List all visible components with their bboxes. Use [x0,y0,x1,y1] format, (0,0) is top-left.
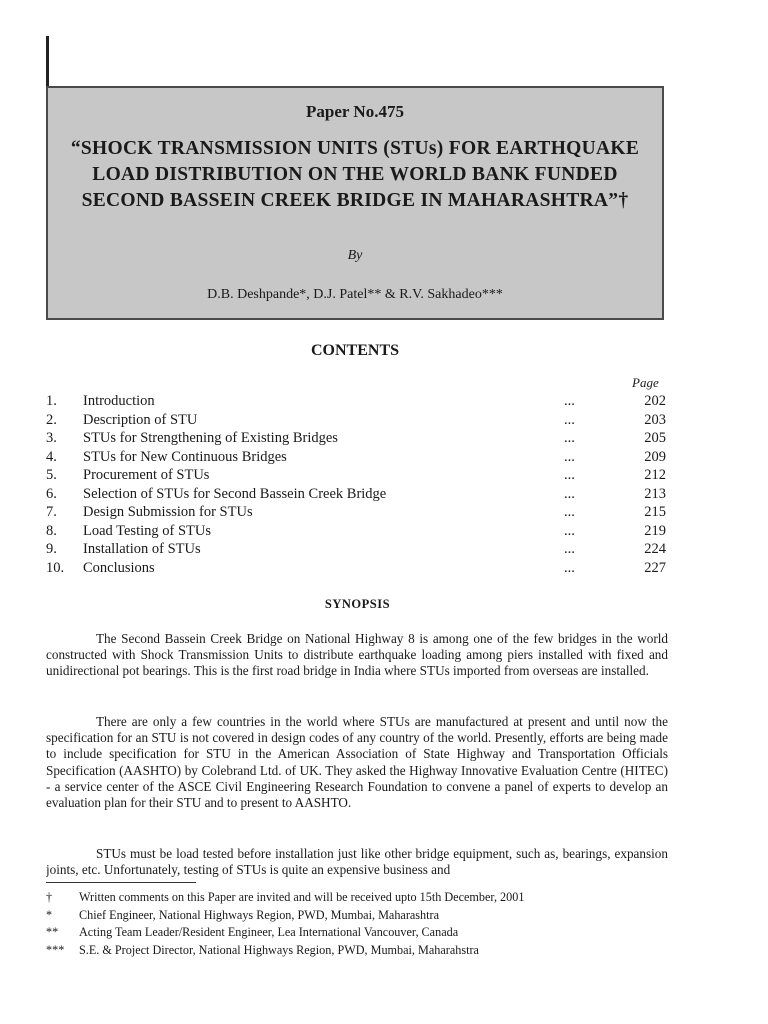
toc-page: 219 [644,522,666,539]
toc-number: 7. [46,504,57,520]
footnote-mark: * [46,907,53,922]
toc-row [46,467,666,486]
paper-title: “SHOCK TRANSMISSION UNITS (STUs) FOR EARTHQUAKE LOAD DISTRIBUTION ON THE WORLD BANK FUNDED SECOND BASSEIN CREEK BRIDGE IN MAHARASHTRA”† [70,138,640,211]
toc-leader: ... [564,430,575,446]
footnote-mark: † [46,890,53,904]
contents-heading: CONTENTS [310,342,400,359]
footnote [46,942,686,960]
toc-title: Load Testing of STUs [83,522,212,539]
toc-row [46,430,666,449]
toc-leader: ... [564,393,575,409]
toc-page: 205 [644,430,666,446]
toc-leader: ... [564,467,575,483]
toc-number: 10. [46,559,65,576]
toc-number: 3. [46,430,57,446]
toc-page: 224 [644,541,666,557]
toc-page: 202 [644,393,666,409]
footnote-text: Acting Team Leader/Resident Engineer, Lea International Vancouver, Canada [79,925,459,939]
toc-leader: ... [564,448,575,465]
toc-row [46,560,666,579]
toc-number: 6. [46,485,57,502]
toc-title: STUs for Strengthening of Existing Bridges [83,430,338,446]
footnote [46,924,686,942]
toc-title: Procurement of STUs [83,467,210,483]
toc-title: Description of STU [83,411,198,428]
toc-page: 209 [644,448,666,465]
toc-title: Design Submission for STUs [83,504,253,520]
synopsis-paragraph-1: The Second Bassein Creek Bridge on National Highway 8 is among one of the few bridges in the world constructed with Shock Transmission Units to distribute earthquake loading among piers installed with fixed and unidirectional pot bearings. This is the first road bridge in India where STUs imported from overseas are installed. [46,631,668,679]
footnote-text: Written comments on this Paper are invited and will be received upto 15th December, 2001 [79,890,525,904]
toc-row [46,486,666,505]
footnote [46,907,686,925]
toc-page: 227 [644,559,666,576]
toc-row [46,541,666,560]
toc-leader: ... [564,559,575,576]
footnote-mark: *** [46,942,65,957]
toc-leader: ... [564,522,575,539]
toc-page: 213 [644,485,666,502]
footnote-mark: ** [46,925,59,939]
toc-page: 203 [644,411,666,428]
toc-row [46,504,666,523]
toc-number: 2. [46,411,57,428]
toc-number: 4. [46,448,57,465]
authors: D.B. Deshpande*, D.J. Patel** & R.V. Sakhadeo*** [207,287,503,302]
toc-row [46,412,666,431]
paper-number: Paper No.475 [306,102,404,121]
page-column-label: Page [632,375,659,390]
toc-title: STUs for New Continuous Bridges [83,448,287,465]
toc-row [46,393,666,412]
toc-row [46,449,666,468]
title-box [46,86,664,320]
table-of-contents [46,393,666,578]
toc-number: 8. [46,522,57,539]
synopsis-paragraph-2: There are only a few countries in the world where STUs are manufactured at present and until now the specification for an STU is not covered in design codes of any country of the world. Presently, efforts are being made to include specification for STU in the American Association of State Highway and Transportation Officials Specification (AASHTO) by Colebrand Ltd. of UK. They asked the Highway Innovative Evaluation Centre (HITEC) - a service center of the ASCE Civil Engineering Research Foundation to convene a panel of experts to develop an evaluation plan for their STU and to present to AASHTO. [46,714,668,811]
toc-page: 215 [644,504,666,520]
by-label: By [347,248,363,263]
toc-title: Conclusions [83,559,155,576]
footnote [46,889,686,907]
footnote-text: Chief Engineer, National Highways Region, PWD, Mumbai, Maharashtra [79,907,439,922]
toc-leader: ... [564,504,575,520]
footnotes [46,889,686,959]
toc-title: Selection of STUs for Second Bassein Creek Bridge [83,485,387,502]
toc-leader: ... [564,411,575,428]
toc-number: 9. [46,541,57,557]
toc-number: 5. [46,467,57,483]
toc-row [46,523,666,542]
toc-title: Introduction [83,393,155,409]
toc-page: 212 [644,467,666,483]
toc-leader: ... [564,541,575,557]
synopsis-paragraph-3: STUs must be load tested before installation just like other bridge equipment, such as, bearings, expansion joints, etc. Unfortunately, testing of STUs is quite an expensive business and [46,846,668,878]
toc-number: 1. [46,393,57,409]
toc-title: Installation of STUs [83,541,201,557]
toc-leader: ... [564,485,575,502]
footnote-rule [46,882,196,883]
footnote-text: S.E. & Project Director, National Highways Region, PWD, Mumbai, Maharahstra [79,942,479,957]
synopsis-heading: SYNOPSIS [324,597,391,611]
